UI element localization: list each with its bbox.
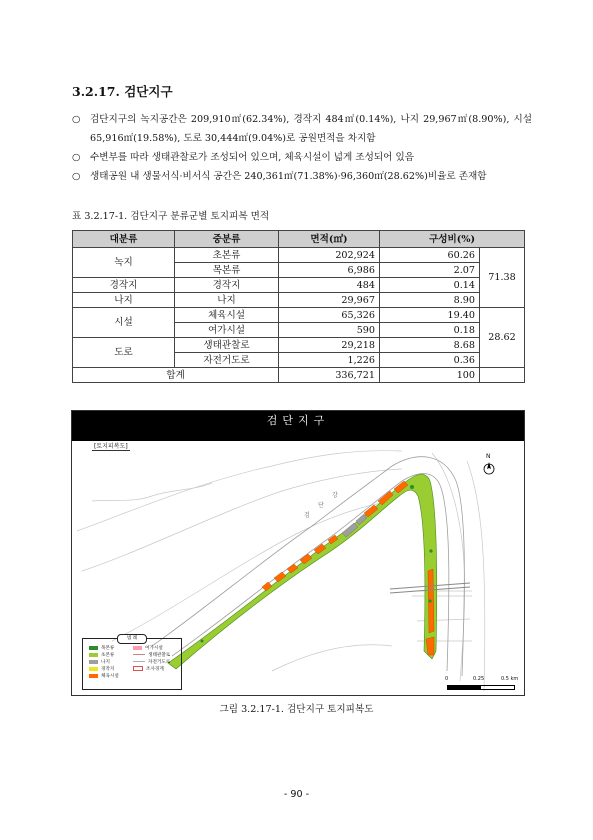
area-cell: 590 <box>279 323 380 338</box>
legend-item <box>89 673 119 680</box>
legend-item <box>133 666 170 673</box>
legend-item <box>89 659 119 666</box>
bullet-mark: ○ <box>72 171 81 182</box>
total-area: 336,721 <box>279 368 380 383</box>
minor-cell: 초본류 <box>175 248 279 263</box>
section-number: 3.2.17. <box>72 84 120 99</box>
legend-item <box>89 652 119 659</box>
major-cell: 녹지 <box>73 248 175 278</box>
river-label-char: 강 <box>332 492 338 499</box>
area-cell: 6,986 <box>279 263 380 278</box>
minor-cell: 나지 <box>175 293 279 308</box>
legend-label: 나지 <box>101 660 110 665</box>
legend-item <box>133 652 170 659</box>
table-caption: 표 3.2.17-1. 검단지구 분류군별 토지피복 면적 <box>72 211 270 222</box>
table-row <box>73 308 525 323</box>
table-header-row <box>73 231 525 248</box>
table-row <box>73 278 525 293</box>
map-title: 검단지구 <box>266 414 330 427</box>
legend-label: 조사경계 <box>146 667 164 672</box>
map-title-bar <box>72 411 524 441</box>
major-cell: 나지 <box>73 293 175 308</box>
bullet-item <box>72 167 532 186</box>
north-arrow <box>482 453 496 477</box>
total-label: 합계 <box>73 368 279 383</box>
habitat-ratio-cell: 71.38 <box>480 248 525 308</box>
figure-caption: 그림 3.2.17-1. 검단지구 토지피복도 <box>219 704 374 715</box>
ratio-cell: 8.68 <box>380 338 480 353</box>
area-cell: 1,226 <box>279 353 380 368</box>
legend-item <box>133 659 170 666</box>
legend-title: 범 례 <box>117 634 147 644</box>
area-cell: 484 <box>279 278 380 293</box>
legend-swatch <box>89 653 98 657</box>
page-number: - 90 - <box>283 789 310 800</box>
header-area: 면적(㎡) <box>279 231 380 248</box>
scale-tick: 0 <box>445 676 449 682</box>
legend-label: 생태관찰로 <box>148 653 171 658</box>
major-cell: 도로 <box>73 338 175 368</box>
legend-swatch <box>89 660 98 664</box>
land-cover-map <box>71 410 525 696</box>
ratio-cell: 0.36 <box>380 353 480 368</box>
total-ratio: 100 <box>380 368 480 383</box>
legend-line <box>133 661 145 662</box>
ratio-cell: 0.18 <box>380 323 480 338</box>
legend-swatch <box>89 674 98 678</box>
bullet-mark: ○ <box>72 114 81 125</box>
area-cell: 65,326 <box>279 308 380 323</box>
legend-line <box>133 654 145 655</box>
non-habitat-ratio-cell: 28.62 <box>480 308 525 368</box>
legend-label: 자전거도로 <box>148 660 171 665</box>
header-minor: 중분류 <box>175 231 279 248</box>
river-label-char: 단 <box>318 502 324 509</box>
scale-bar <box>445 676 521 694</box>
bullet-text: 검단지구의 녹지공간은 209,910㎡(62.34%), 경작지 484㎡(0.14%), 나지 29,967㎡(8.90%), 시설 65,916㎡(19.58%), 도로 30,444㎡(9.04%)로 공원면적을 차지함 <box>90 114 532 144</box>
legend-swatch <box>89 667 98 671</box>
ratio-cell: 19.40 <box>380 308 480 323</box>
section-heading <box>72 82 173 100</box>
area-cell: 29,218 <box>279 338 380 353</box>
ratio-cell: 8.90 <box>380 293 480 308</box>
north-arrow-icon <box>482 460 496 478</box>
major-cell: 시설 <box>73 308 175 338</box>
major-cell: 경작지 <box>73 278 175 293</box>
legend-swatch <box>89 646 98 650</box>
legend-swatch <box>133 646 142 650</box>
ratio-cell: 60.26 <box>380 248 480 263</box>
table-row <box>73 293 525 308</box>
header-major: 대분류 <box>73 231 175 248</box>
bullet-item <box>72 110 532 148</box>
legend-label: 초본류 <box>101 653 115 658</box>
river-label-char: 검 <box>304 512 310 519</box>
table-row <box>73 338 525 353</box>
minor-cell: 목본류 <box>175 263 279 278</box>
area-cell: 202,924 <box>279 248 380 263</box>
total-empty-cell <box>480 368 525 383</box>
ratio-cell: 0.14 <box>380 278 480 293</box>
minor-cell: 여가시설 <box>175 323 279 338</box>
minor-cell: 생태관찰로 <box>175 338 279 353</box>
legend-label: 경작지 <box>101 667 115 672</box>
scale-tick: 0.25 <box>473 676 485 682</box>
summary-bullets <box>72 110 532 186</box>
section-title: 검단지구 <box>124 84 173 99</box>
north-letter: N <box>486 453 491 460</box>
bullet-mark: ○ <box>72 152 81 163</box>
minor-cell: 체육시설 <box>175 308 279 323</box>
legend-item <box>133 645 170 652</box>
minor-cell: 자전거도로 <box>175 353 279 368</box>
legend-swatch <box>133 666 143 671</box>
scale-bar-graphic <box>447 685 515 690</box>
legend-label: 목본류 <box>101 646 115 651</box>
map-sub-label: [토지피복도] <box>94 443 128 450</box>
bullet-item <box>72 148 532 167</box>
table-row <box>73 248 525 263</box>
legend-label: 여가시설 <box>145 646 163 651</box>
minor-cell: 경작지 <box>175 278 279 293</box>
area-cell: 29,967 <box>279 293 380 308</box>
bullet-text: 생태공원 내 생물서식·비서식 공간은 240,361㎡(71.38%)·96,360㎡(28.62%)비율로 존재함 <box>90 171 487 182</box>
land-cover-table <box>72 230 525 383</box>
legend-column <box>133 645 170 673</box>
table-total-row <box>73 368 525 383</box>
legend-item <box>89 666 119 673</box>
legend-label: 체육시설 <box>101 674 119 679</box>
scale-tick: 0.5 km <box>501 676 519 682</box>
header-ratio: 구성비(%) <box>380 231 525 248</box>
ratio-cell: 2.07 <box>380 263 480 278</box>
legend-item <box>89 645 119 652</box>
bullet-text: 수변부를 따라 생태관찰로가 조성되어 있으며, 체육시설이 넓게 조성되어 있음 <box>90 152 415 163</box>
map-legend <box>82 638 182 690</box>
legend-column <box>89 645 119 680</box>
